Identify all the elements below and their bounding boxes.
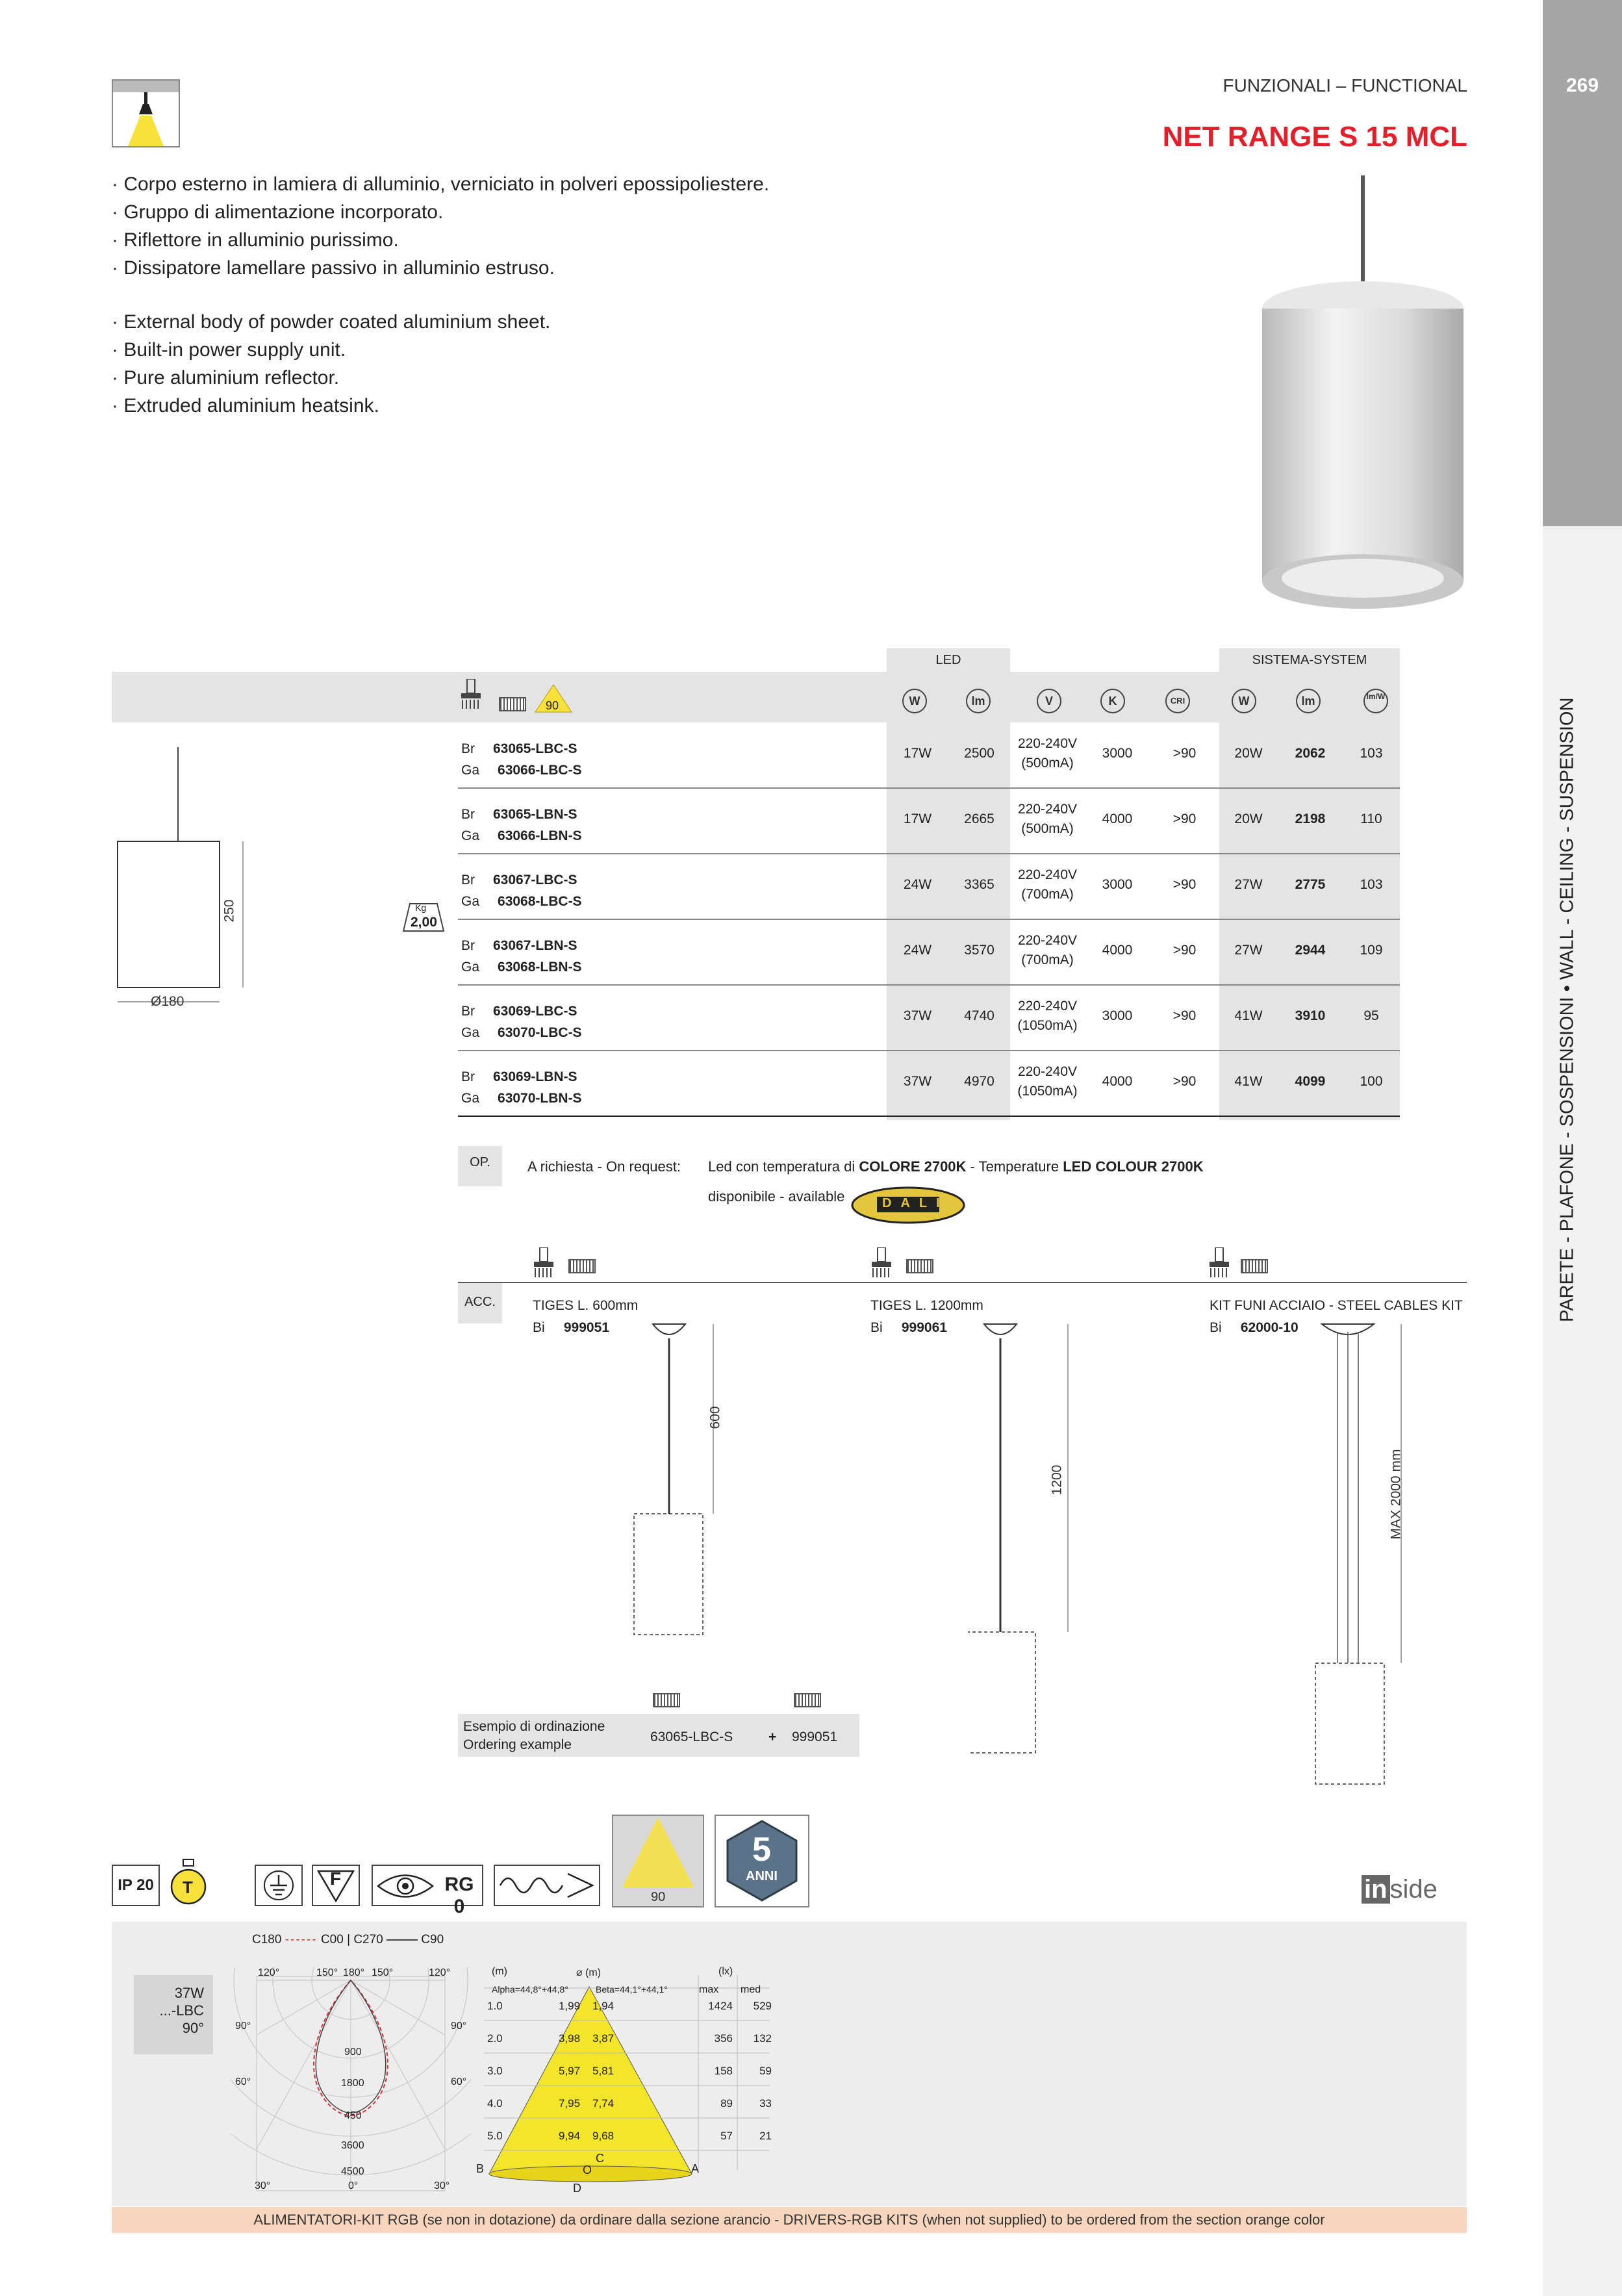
volt-icon: V bbox=[1037, 689, 1061, 713]
finish-2: Ga bbox=[461, 763, 480, 778]
finish-2: Ga bbox=[461, 1091, 480, 1106]
feature-it-3: · Riflettore in alluminio purissimo. bbox=[112, 229, 399, 251]
cone-head-lx: (lx) bbox=[718, 1966, 733, 1977]
table-cell-sw: 41W bbox=[1234, 1074, 1263, 1089]
product-photo bbox=[1247, 175, 1468, 630]
table-cell-w: 17W bbox=[903, 746, 932, 761]
options-label: A richiesta - On request: bbox=[527, 1158, 681, 1175]
table-cell-slm: 2944 bbox=[1295, 943, 1326, 958]
finish-2: Ga bbox=[461, 894, 480, 909]
dali-text: DALI bbox=[882, 1196, 949, 1210]
code-1: 63065-LBN-S bbox=[493, 807, 577, 822]
voltage: 220-240V bbox=[1017, 736, 1078, 751]
polar-value-1800: 1800 bbox=[341, 2078, 364, 2089]
code-1: 63067-LBC-S bbox=[493, 873, 577, 887]
accessory-1-finish: Bi bbox=[533, 1320, 545, 1335]
table-cell-eff: 103 bbox=[1360, 746, 1383, 761]
table-cell-w: 37W bbox=[903, 1074, 932, 1089]
cri-badge-value: 90 bbox=[546, 699, 559, 712]
table-cell-k: 4000 bbox=[1102, 811, 1133, 826]
table-cell-eff: 110 bbox=[1360, 811, 1382, 826]
col-led-lm-icon bbox=[965, 689, 991, 713]
legend-c0: C00 bbox=[320, 1933, 344, 1946]
table-cell-v bbox=[1010, 865, 1085, 904]
finish-1: Br bbox=[461, 873, 475, 887]
table-cell-slm: 2775 bbox=[1295, 877, 1326, 892]
table-row-divider bbox=[458, 984, 1400, 986]
cone-h: 2.0 bbox=[487, 2032, 503, 2045]
legend-c90: C90 bbox=[421, 1933, 444, 1946]
options-text-line1 bbox=[708, 1158, 1204, 1175]
polar-value-4500: 4500 bbox=[341, 2166, 364, 2177]
table-cell-k: 4000 bbox=[1102, 943, 1133, 958]
system-watt-icon: W bbox=[1232, 689, 1256, 713]
options-tag-label: OP. bbox=[470, 1155, 490, 1169]
led-group-header bbox=[887, 648, 1010, 672]
accessory-icons-row bbox=[533, 1247, 1468, 1280]
info-power: 37W bbox=[174, 1985, 204, 2001]
side-band-top bbox=[1543, 0, 1622, 526]
ordering-plus: + bbox=[768, 1729, 777, 1744]
feature-it-4: · Dissipatore lamellare passivo in alluminio estruso. bbox=[112, 257, 555, 279]
cone-letter-c: C bbox=[596, 2152, 604, 2165]
polar-top-2: 150° bbox=[316, 1967, 338, 1978]
table-cell-eff: 109 bbox=[1360, 943, 1383, 958]
cone-max: 1424 bbox=[708, 2000, 733, 2012]
table-cell-eff: 100 bbox=[1360, 1074, 1383, 1089]
options-tag bbox=[458, 1146, 502, 1186]
voltage: 220-240V bbox=[1017, 999, 1078, 1014]
polar-value-450: 450 bbox=[344, 2110, 362, 2121]
ordering-label-it: Esempio di ordinazione bbox=[463, 1719, 605, 1734]
cone-med: 33 bbox=[759, 2097, 772, 2110]
table-cell-v bbox=[1010, 997, 1085, 1036]
inside-logo-b: side bbox=[1389, 1875, 1438, 1904]
table-cell-k: 3000 bbox=[1102, 1008, 1133, 1023]
col-eff-icon bbox=[1363, 689, 1389, 713]
polar-top-4: 150° bbox=[372, 1967, 394, 1978]
code-2: 63068-LBC-S bbox=[498, 894, 582, 909]
accessory-3-drawing bbox=[1309, 1319, 1419, 1787]
cone-a: 7,95 bbox=[559, 2097, 581, 2110]
accessory-1-title: TIGES L. 600mm bbox=[533, 1298, 639, 1313]
photobiological-rg0-badge bbox=[372, 1865, 483, 1917]
cone-beta: Beta=44,1°+44,1° bbox=[596, 1984, 668, 1995]
finish-2: Ga bbox=[461, 960, 480, 975]
cone-h: 4.0 bbox=[487, 2097, 503, 2110]
table-cell-sw: 20W bbox=[1234, 746, 1263, 761]
table-cell-w: 17W bbox=[903, 811, 932, 826]
table-cell-lm: 3365 bbox=[964, 877, 995, 892]
system-group-header bbox=[1219, 648, 1400, 672]
options-text-c: - Temperature bbox=[966, 1158, 1063, 1175]
polar-value-900: 900 bbox=[344, 2047, 362, 2058]
table-cell-k: 3000 bbox=[1102, 877, 1133, 892]
weight-value: 2,00 bbox=[411, 915, 437, 930]
accessory-tag bbox=[458, 1283, 502, 1323]
watt-icon: W bbox=[902, 689, 927, 713]
col-volt-icon bbox=[1036, 689, 1062, 713]
lumen-icon: lm bbox=[966, 689, 991, 713]
table-row-divider bbox=[458, 1050, 1400, 1051]
f-mark-badge bbox=[312, 1865, 360, 1906]
code-2: 63070-LBC-S bbox=[498, 1025, 582, 1040]
table-cell-v bbox=[1010, 1062, 1085, 1101]
table-cell-eff: 95 bbox=[1363, 1008, 1379, 1023]
cone-med: 59 bbox=[759, 2065, 772, 2077]
code-2: 63068-LBN-S bbox=[498, 960, 582, 975]
product-codes bbox=[461, 1001, 582, 1043]
polar-right-90: 90° bbox=[451, 2021, 467, 2032]
cone-max: 158 bbox=[714, 2065, 733, 2077]
diameter-dimension: Ø180 bbox=[151, 994, 184, 1009]
cone-a: 5,97 bbox=[559, 2065, 581, 2077]
polar-top-3: 180° bbox=[343, 1967, 365, 1978]
accessory-2-finish: Bi bbox=[870, 1320, 883, 1335]
efficacy-icon: lm/W bbox=[1363, 689, 1388, 713]
cone-b: 5,81 bbox=[592, 2065, 615, 2077]
cri-badge bbox=[534, 683, 573, 713]
photometric-legend: C180 ------ C00 | C270 C90 bbox=[252, 1933, 444, 1946]
cone-b: 7,74 bbox=[592, 2097, 615, 2110]
code-1: 63069-LBC-S bbox=[493, 1004, 577, 1019]
table-row-divider bbox=[458, 853, 1400, 854]
page-number: 269 bbox=[1565, 75, 1599, 96]
voltage: 220-240V bbox=[1017, 867, 1078, 882]
cone-letter-a: A bbox=[691, 2162, 700, 2175]
inside-logo-a: in bbox=[1362, 1875, 1390, 1904]
pendant-category-icon bbox=[112, 79, 180, 147]
accessory-1-drawing bbox=[624, 1319, 728, 1644]
table-cell-sw: 27W bbox=[1234, 943, 1263, 958]
polar-top-5: 120° bbox=[429, 1967, 451, 1978]
cone-letter-b: B bbox=[476, 2162, 485, 2175]
kelvin-icon: K bbox=[1100, 689, 1125, 713]
table-cell-slm: 3910 bbox=[1295, 1008, 1326, 1023]
cone-b: 1,94 bbox=[592, 2000, 615, 2012]
feature-en-4: · Extruded aluminium heatsink. bbox=[112, 395, 379, 416]
current: (1050mA) bbox=[1017, 1018, 1078, 1033]
table-cell-cri: >90 bbox=[1172, 877, 1197, 892]
finish-1: Br bbox=[461, 1069, 475, 1084]
finish-1: Br bbox=[461, 938, 475, 953]
current: (700mA) bbox=[1021, 952, 1074, 967]
accessory-tag-label: ACC. bbox=[464, 1295, 496, 1309]
ordering-accessory: 999051 bbox=[792, 1729, 838, 1744]
system-column-band bbox=[1219, 722, 1400, 1120]
accessory-2 bbox=[870, 1295, 983, 1339]
product-codes bbox=[461, 804, 582, 847]
cone-b: 9,68 bbox=[592, 2130, 615, 2142]
finish-1: Br bbox=[461, 1004, 475, 1019]
order-barcode-2 bbox=[794, 1693, 821, 1707]
weight-unit: Kg bbox=[415, 902, 427, 913]
feature-it-1: · Corpo esterno in lamiera di alluminio, verniciato in polveri epossipoliestere. bbox=[112, 173, 770, 195]
table-cell-cri: >90 bbox=[1172, 746, 1197, 761]
finish-1: Br bbox=[461, 807, 475, 822]
table-cell-k: 3000 bbox=[1102, 746, 1133, 761]
code-1: 63067-LBN-S bbox=[493, 938, 577, 953]
table-row-divider bbox=[458, 787, 1400, 789]
legend-c180: C180 bbox=[252, 1933, 282, 1946]
accessory-3-dimension: MAX 2000 mm bbox=[1388, 1449, 1404, 1540]
cone-max: 356 bbox=[714, 2032, 733, 2045]
product-codes bbox=[461, 869, 582, 912]
table-cell-cri: >90 bbox=[1172, 943, 1197, 958]
dimmable-badge bbox=[494, 1865, 600, 1906]
options-text-b: COLORE 2700K bbox=[859, 1158, 967, 1175]
polar-bottom-1: 30° bbox=[255, 2180, 271, 2191]
side-section-label: PARETE - PLAFONE - SOSPENSIONI • WALL - CEILING - SUSPENSION bbox=[1556, 697, 1578, 1322]
cone-max: 57 bbox=[720, 2130, 733, 2142]
table-cell-cri: >90 bbox=[1172, 1008, 1197, 1023]
polar-left-90: 90° bbox=[235, 2021, 251, 2032]
ordering-label-en: Ordering example bbox=[463, 1737, 572, 1752]
table-cell-cri: >90 bbox=[1172, 1074, 1197, 1089]
cone-max: 89 bbox=[720, 2097, 733, 2110]
accessory-1-code: 999051 bbox=[563, 1320, 609, 1335]
table-cell-lm: 4740 bbox=[964, 1008, 995, 1023]
weight-icon bbox=[401, 901, 446, 934]
cone-a: 1,99 bbox=[559, 2000, 581, 2012]
accessory-3-finish: Bi bbox=[1210, 1320, 1222, 1335]
col-cri-icon bbox=[1165, 689, 1191, 713]
photometric-info bbox=[134, 1975, 213, 2054]
cone-col-max: max bbox=[699, 1984, 719, 1995]
table-cell-lm: 4970 bbox=[964, 1074, 995, 1089]
height-dimension: 250 bbox=[222, 899, 237, 923]
ip-rating-text: IP 20 bbox=[118, 1876, 154, 1894]
barcode-icon bbox=[499, 697, 526, 711]
current: (500mA) bbox=[1021, 756, 1074, 771]
table-cell-v bbox=[1010, 800, 1085, 839]
cone-b: 3,87 bbox=[592, 2032, 615, 2045]
table-cell-v bbox=[1010, 931, 1085, 970]
col-kelvin-icon bbox=[1100, 689, 1126, 713]
feature-it-2: · Gruppo di alimentazione incorporato. bbox=[112, 201, 444, 223]
dali-logo bbox=[851, 1186, 965, 1224]
polar-value-3600: 3600 bbox=[341, 2140, 364, 2151]
warranty-number: 5 bbox=[752, 1831, 771, 1869]
cone-med: 21 bbox=[759, 2130, 772, 2142]
info-angle: 90° bbox=[182, 2020, 204, 2036]
led-column-band bbox=[887, 722, 1010, 1120]
cone-letter-d: D bbox=[573, 2182, 581, 2195]
current: (1050mA) bbox=[1017, 1084, 1078, 1099]
table-cell-w: 37W bbox=[903, 1008, 932, 1023]
table-cell-lm: 2500 bbox=[964, 746, 995, 761]
ip-rating-badge bbox=[112, 1865, 160, 1906]
cone-alpha: Alpha=44,8°+44,8° bbox=[492, 1984, 568, 1995]
table-cell-sw: 20W bbox=[1234, 811, 1263, 826]
ordering-example bbox=[458, 1714, 859, 1757]
table-cell-sw: 41W bbox=[1234, 1008, 1263, 1023]
accessory-1-dimension: 600 bbox=[707, 1406, 723, 1429]
table-header-band bbox=[112, 672, 1400, 722]
info-code: ...-LBC bbox=[159, 2002, 204, 2019]
table-cell-k: 4000 bbox=[1102, 1074, 1133, 1089]
polar-top-1: 120° bbox=[258, 1967, 280, 1978]
polar-right-60: 60° bbox=[451, 2076, 467, 2087]
feature-list bbox=[112, 170, 769, 420]
table-cell-w: 24W bbox=[903, 943, 932, 958]
f-mark-text: F bbox=[330, 1869, 342, 1889]
system-group-label: SISTEMA-SYSTEM bbox=[1252, 653, 1367, 667]
options-text-line2: disponibile - available bbox=[708, 1188, 845, 1205]
accessory-3-title: KIT FUNI ACCIAIO - STEEL CABLES KIT bbox=[1210, 1298, 1463, 1313]
earth-class-badge bbox=[255, 1865, 303, 1906]
system-lumen-icon: lm bbox=[1296, 689, 1321, 713]
mount-icon bbox=[460, 679, 482, 710]
temperature-badge-text: T bbox=[183, 1878, 193, 1897]
finish-2: Ga bbox=[461, 828, 480, 843]
table-cell-slm: 2198 bbox=[1295, 811, 1326, 826]
options-text-d: LED COLOUR 2700K bbox=[1063, 1158, 1204, 1175]
cone-h: 3.0 bbox=[487, 2065, 503, 2077]
code-1: 63069-LBN-S bbox=[493, 1069, 577, 1084]
table-cell-v bbox=[1010, 734, 1085, 773]
cone-h: 5.0 bbox=[487, 2130, 503, 2142]
cone-a: 9,94 bbox=[559, 2130, 581, 2142]
product-codes bbox=[461, 738, 582, 781]
table-cell-lm: 3570 bbox=[964, 943, 995, 958]
side-band bbox=[1543, 0, 1622, 2296]
temperature-badge bbox=[170, 1857, 207, 1909]
accessory-2-dimension: 1200 bbox=[1049, 1464, 1065, 1496]
col-sys-watt-icon bbox=[1231, 689, 1257, 713]
rg0-text: RG 0 bbox=[444, 1874, 474, 1917]
product-codes bbox=[461, 935, 582, 978]
table-cell-lm: 2665 bbox=[964, 811, 995, 826]
product-drawing bbox=[112, 741, 268, 1027]
table-cell-slm: 4099 bbox=[1295, 1074, 1326, 1089]
led-group-label: LED bbox=[935, 653, 961, 667]
category-header: FUNZIONALI – FUNCTIONAL bbox=[1223, 75, 1467, 96]
table-row-divider bbox=[458, 1116, 1400, 1117]
beam-angle-badge bbox=[612, 1815, 704, 1907]
accessory-1 bbox=[533, 1295, 638, 1339]
cone-med: 529 bbox=[753, 2000, 772, 2012]
cone-med: 132 bbox=[753, 2032, 772, 2045]
footer-note: ALIMENTATORI-KIT RGB (se non in dotazione) da ordinare dalla sezione arancio - DRIVERS-RGB KITS (when not supplied) to be ordered from the section orange color bbox=[112, 2207, 1467, 2233]
cone-col-med: med bbox=[741, 1984, 761, 1995]
accessory-2-code: 999061 bbox=[901, 1320, 947, 1335]
ordering-code: 63065-LBC-S bbox=[650, 1729, 733, 1744]
finish-1: Br bbox=[461, 741, 475, 756]
feature-en-2: · Built-in power supply unit. bbox=[112, 339, 346, 361]
product-title: NET RANGE S 15 MCL bbox=[1162, 121, 1467, 153]
code-1: 63065-LBC-S bbox=[493, 741, 577, 756]
product-codes bbox=[461, 1066, 582, 1109]
cri-icon: CRI bbox=[1165, 689, 1190, 713]
code-2: 63066-LBN-S bbox=[498, 828, 582, 843]
code-2: 63070-LBN-S bbox=[498, 1091, 582, 1106]
inside-logo bbox=[1362, 1875, 1438, 1904]
code-2: 63066-LBC-S bbox=[498, 763, 582, 778]
accessory-2-drawing bbox=[968, 1319, 1085, 1761]
cone-a: 3,98 bbox=[559, 2032, 581, 2045]
voltage: 220-240V bbox=[1017, 802, 1078, 817]
current: (500mA) bbox=[1021, 821, 1074, 836]
warranty-badge bbox=[715, 1815, 809, 1907]
cone-letter-o: O bbox=[583, 2163, 592, 2176]
finish-2: Ga bbox=[461, 1025, 480, 1040]
cone-head-m: (m) bbox=[492, 1966, 507, 1977]
table-cell-eff: 103 bbox=[1360, 877, 1383, 892]
voltage: 220-240V bbox=[1017, 933, 1078, 948]
feature-en-3: · Pure aluminium reflector. bbox=[112, 367, 340, 389]
warranty-text: ANNI bbox=[746, 1869, 778, 1883]
table-cell-w: 24W bbox=[903, 877, 932, 892]
legend-c270: C270 bbox=[353, 1933, 383, 1946]
polar-bottom-3: 30° bbox=[434, 2180, 450, 2191]
order-barcode-1 bbox=[653, 1693, 680, 1707]
cone-h: 1.0 bbox=[487, 2000, 503, 2012]
table-row-divider bbox=[458, 919, 1400, 920]
beam-angle-value: 90 bbox=[651, 1890, 666, 1904]
accessory-2-title: TIGES L. 1200mm bbox=[870, 1298, 983, 1313]
polar-left-60: 60° bbox=[235, 2076, 251, 2087]
accessory-3-code: 62000-10 bbox=[1240, 1320, 1299, 1335]
col-led-watt-icon bbox=[902, 689, 928, 713]
options-text-a: Led con temperatura di bbox=[708, 1158, 859, 1175]
table-cell-slm: 2062 bbox=[1295, 746, 1326, 761]
current: (700mA) bbox=[1021, 887, 1074, 902]
accessory-divider bbox=[458, 1282, 1467, 1283]
polar-bottom-2: 0° bbox=[348, 2180, 359, 2191]
table-cell-cri: >90 bbox=[1172, 811, 1197, 826]
feature-en-1: · External body of powder coated aluminium sheet. bbox=[112, 311, 551, 333]
voltage: 220-240V bbox=[1017, 1064, 1078, 1079]
col-sys-lm-icon bbox=[1295, 689, 1321, 713]
table-cell-sw: 27W bbox=[1234, 877, 1263, 892]
cone-head-d: ⌀ (m) bbox=[576, 1967, 602, 1978]
